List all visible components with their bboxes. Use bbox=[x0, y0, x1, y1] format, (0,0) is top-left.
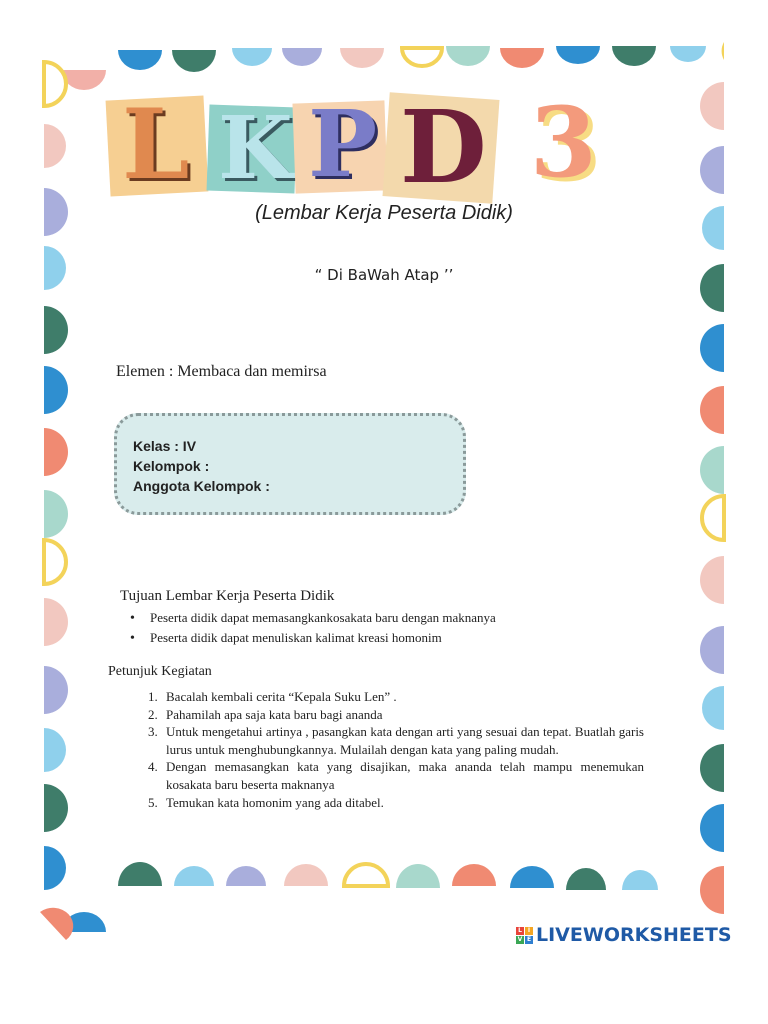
petunjuk-heading: Petunjuk Kegiatan bbox=[108, 664, 212, 679]
logo-cell: L bbox=[516, 927, 524, 935]
student-info-box bbox=[114, 413, 466, 515]
title-letter-l: L bbox=[122, 88, 190, 201]
list-item bbox=[130, 628, 496, 648]
step-number: 3. bbox=[148, 724, 158, 740]
worksheet-title bbox=[108, 86, 608, 206]
border-left-column bbox=[44, 62, 68, 890]
logo-cell: I bbox=[525, 927, 533, 935]
liveworksheets-logo-text: LIVEWORKSHEETS bbox=[536, 924, 732, 946]
border-top-row bbox=[62, 46, 706, 90]
story-title: “ Di BaWah Atap ’’ bbox=[314, 266, 454, 284]
step-number: 2. bbox=[148, 706, 158, 722]
title-number-3: 3 bbox=[530, 86, 597, 199]
kelompok-label: Kelompok : bbox=[133, 458, 210, 474]
step-text: Untuk mengetahui artinya , pasangkan kata dengan arti yang sesuai dan tepat. Buatlah garis lurus untuk menghubungkannya. Mulailah dengan kata yang paling mudah. bbox=[166, 724, 644, 757]
tujuan-list bbox=[130, 608, 496, 648]
step-number: 1. bbox=[148, 689, 158, 704]
petunjuk-steps bbox=[148, 688, 644, 811]
step-number: 4. bbox=[148, 759, 158, 775]
tujuan-item-text: Peserta didik dapat menuliskan kalimat kreasi homonim bbox=[150, 630, 442, 645]
list-item bbox=[148, 688, 644, 706]
step-text: Dengan memasangkan kata yang disajikan, maka ananda telah mampu menemukan kosakata baru beserta maknanya bbox=[166, 759, 644, 792]
list-item bbox=[130, 608, 496, 628]
step-number: 5. bbox=[148, 794, 158, 810]
logo-cell: E bbox=[526, 935, 532, 943]
title-letter-k: K bbox=[218, 98, 293, 199]
worksheet-subtitle: (Lembar Kerja Peserta Didik) bbox=[255, 202, 513, 224]
list-item bbox=[148, 794, 644, 812]
logo-cell: V bbox=[517, 935, 523, 943]
list-item bbox=[148, 706, 644, 724]
liveworksheets-logo-icon bbox=[516, 927, 533, 944]
step-text: Temukan kata homonim yang ada ditabel. bbox=[166, 794, 384, 810]
kelas-label: Kelas : IV bbox=[133, 438, 197, 454]
step-text: Bacalah kembali cerita “Kepala Suku Len” . bbox=[166, 689, 397, 704]
elemen-line: Elemen : Membaca dan memirsa bbox=[116, 363, 327, 380]
tujuan-item-text: Peserta didik dapat memasangkankosakata baru dengan maknanya bbox=[150, 610, 496, 625]
title-letter-d: D bbox=[400, 88, 487, 206]
step-text: Pahamilah apa saja kata baru bagi ananda bbox=[166, 706, 383, 722]
title-letter-p: P bbox=[308, 90, 378, 198]
border-right-column bbox=[700, 42, 724, 914]
anggota-label: Anggota Kelompok : bbox=[133, 478, 270, 494]
tujuan-heading: Tujuan Lembar Kerja Peserta Didik bbox=[120, 588, 335, 604]
list-item bbox=[148, 758, 644, 793]
liveworksheets-logo[interactable] bbox=[516, 925, 732, 945]
list-item bbox=[148, 723, 644, 758]
